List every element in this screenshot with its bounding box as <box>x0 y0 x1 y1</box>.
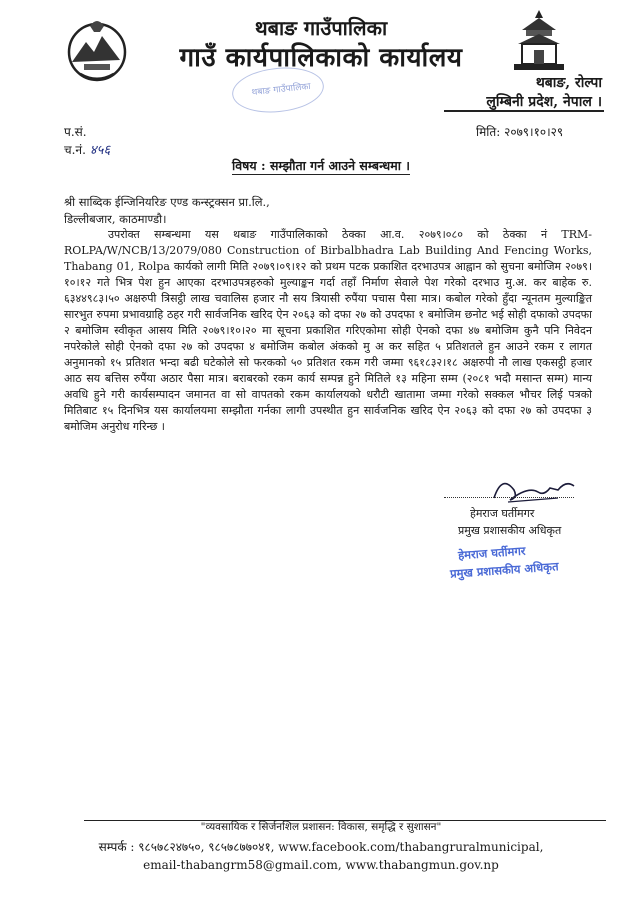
office-name: गाउँ कार्यपालिकाको कार्यालय <box>179 43 463 73</box>
footer-email: email-thabangrm58@gmail.com, www.thabangmun.gov.np <box>143 858 499 872</box>
signatory-stamp-name: हेमराज घर्तीमगर <box>457 543 526 563</box>
letter-body: उपरोक्त सम्बन्धमा यस थबाङ गाउँपालिकाको ठेक्का आ.व. २०७९।०८० को ठेक्का नं TRM-ROLPA/W/NCB/13/2079/080 Construction of Birbalbhadra Lab Building And Fencing Works, Thabang 01, Rolpa कार्यको लागी मिति २०७९।०९।१२ को प्रथम पटक प्रकाशित दरभाउपत्र आह्वान को सुचना बमोजिम २०७९।१०।१२ गते भित्र पेश हुन आएका दरभाउपत्रहरुको मुल्याङ्कन गर्दा तहाँ निर्माण सेवाले पेश गरेको दरभाउ मु.अ. कर बाहेक रु. ६३४४९८३।५० अक्षरुपी त्रिसट्ठी लाख चवालिस हजार नौ सय त्रियासी रुपैंया पचास पैसा मात्र। कबोल गरेको हुँदा न्यूनतम मुल्याङ्कित सारभुत रुपमा प्रभावग्राहि ठहर गरी सार्वजनिक खरिद ऐन २०६३ को दफा २७ को उपदफा १ बमोजिम छनोट भई सोही दफाको उपदफा २ बमोजिम स्वीकृत आसय मिति २०७९।१०।२० मा सूचना प्रकाशित गरिएकोमा सोही ऐनको दफा ४७ बमोजिम कुनै पनि निवेदन नपरेकोले सोही ऐनको दफा २७ को उपदफा ४ बमोजिम कबोल अंकको मु अ कर सहित ५ प्रतिशतले हुन आउने रकम र लागत अनुमानको १५ प्रतिशत भन्दा बढी घटेकोले सो फरकको ५० प्रतिशत रकम गरी जम्मा ९६१८३२।१८ अक्षरुपी नौ लाख एकसट्ठी हजार आठ सय बत्तिस रुपैंया अठार पैसा मात्र। बराबरको रकम कार्य सम्पन्न हुने मितिले १३ महिना सम्म (२०८१ भदौ मसान्त सम्म) मान्य अवधि हुने गरी कार्यसम्पादन जमानत वा सो वापतको रकम कार्यालयको धरौटी खातामा जम्मा गरेको सक्कल भौचर लिई पत्रको मितिबाट १५ दिनभित्र यस कार्यालयमा सम्झौता गर्नका लागी उपस्थीत हुन सार्वजनिक खरिद ऐन २०६३ को दफा २७ को उपदफा ३ बमोजिम अनुरोध गरिन्छ । <box>64 228 592 433</box>
recipient-address: डिल्लीबजार, काठमाण्डौ। <box>64 212 167 226</box>
footer-contact: सम्पर्क : ९८५७८२४७५०, ९८५७८७७०४१, www.facebook.com/thabangruralmunicipal, <box>98 840 544 854</box>
subject-line <box>0 157 642 174</box>
address-line-1: थबाङ, रोल्पा <box>535 75 602 91</box>
recipient-name: श्री साब्दिक ईन्जिनियरिङ एण्ड कन्स्ट्रक्सन प्रा.लि., <box>64 195 270 209</box>
signatory-name: हेमराज घर्तीमगर <box>470 507 535 520</box>
ps-label: प.सं. <box>64 125 87 139</box>
signatory-title: प्रमुख प्रशासकीय अधिकृत <box>458 524 562 537</box>
cn-value: ४५६ <box>89 143 111 158</box>
subject-text: विषय : सम्झौता गर्न आउने सम्बन्धमा । <box>231 158 411 173</box>
signature-line <box>444 497 574 498</box>
office-stamp-text: थबाङ गाउँपालिका <box>251 81 312 99</box>
handwritten-signature <box>488 468 578 508</box>
footer-slogan: "व्यवसायिक र सिर्जनशिल प्रशासन: विकास, समृद्धि र सुशासन" <box>200 821 442 833</box>
signatory-stamp-title: प्रमुख प्रशासकीय अधिकृत <box>449 559 559 581</box>
header-underline <box>444 110 604 112</box>
municipality-name: थबाङ गाउँपालिका <box>254 16 388 40</box>
cn-label: च.नं. <box>64 143 86 157</box>
address-line-2: लुम्बिनी प्रदेश, नेपाल । <box>486 94 602 110</box>
cn-line <box>64 140 110 158</box>
letter-date: मिति: २०७९।१०।२९ <box>476 125 564 139</box>
